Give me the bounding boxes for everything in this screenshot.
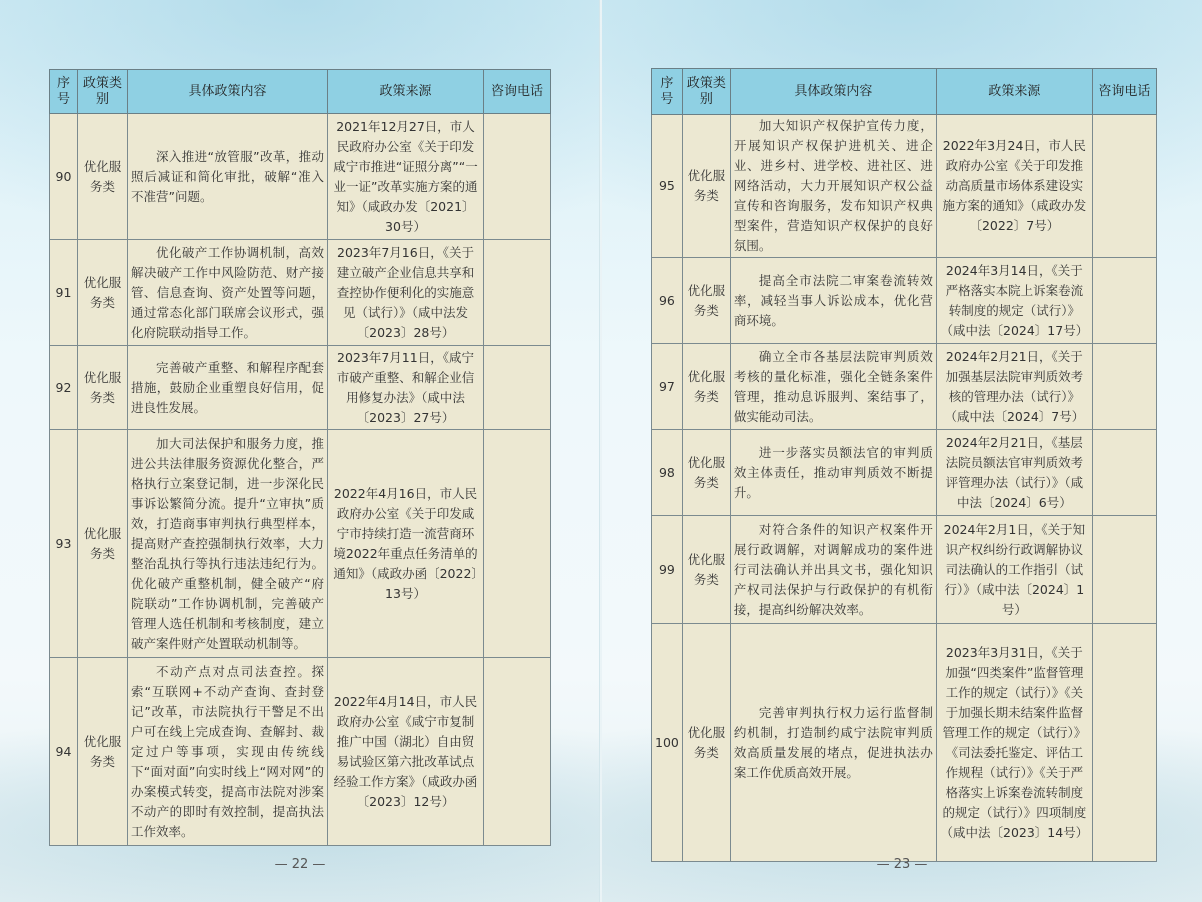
row-phone xyxy=(1092,516,1156,624)
policy-table-left xyxy=(49,69,551,846)
row-source: 2021年12月27日，市人民政府办公室《关于印发咸宁市推进“证照分离”“一业一证”改革实施方案的通知》（咸政办发〔2021〕30号） xyxy=(328,114,484,240)
table-row xyxy=(652,430,1157,516)
row-source: 2024年3月14日，《关于严格落实本院上诉案卷流转制度的规定（试行）》（咸中法〔2024〕17号） xyxy=(936,258,1092,344)
row-source: 2022年4月14日，市人民政府办公室《咸宁市复制推广中国（湖北）自由贸易试验区第六批改革试点经验工作方案》（咸政办函〔2023〕12号） xyxy=(328,658,484,846)
row-num: 100 xyxy=(652,624,683,862)
row-source: 2024年2月21日，《基层法院员额法官审判质效考评管理办法（试行）》（咸中法〔2024〕6号） xyxy=(936,430,1092,516)
row-content: 不动产点对点司法查控。探索“互联网+不动产查询、查封登记”改革，市法院执行干警足不出户可在线上完成查询、查解封、裁定过户等事项，实现由传统线下“面对面”向实时线上“网对网”的办案模式转变，提高市法院对涉案不动产的即时有效控制，提高执法工作效率。 xyxy=(128,658,328,846)
header-num: 序号 xyxy=(50,70,78,114)
row-category: 优化服务类 xyxy=(682,624,730,862)
table-row xyxy=(50,240,551,346)
row-content: 完善破产重整、和解程序配套措施，鼓励企业重塑良好信用，促进良性发展。 xyxy=(128,346,328,430)
row-source: 2024年2月21日，《关于加强基层法院审判质效考核的管理办法（试行）》（咸中法〔2024〕7号） xyxy=(936,344,1092,430)
page-number: — 22 — xyxy=(274,857,326,872)
right-page xyxy=(602,0,1202,902)
table-row xyxy=(652,624,1157,862)
row-category: 优化服务类 xyxy=(78,658,128,846)
header-num: 序号 xyxy=(652,69,683,115)
row-source: 2022年3月24日，市人民政府办公室《关于印发推动高质量市场体系建设实施方案的通知》（咸政办发〔2022〕7号） xyxy=(936,115,1092,258)
header-category: 政策类别 xyxy=(78,70,128,114)
row-category: 优化服务类 xyxy=(682,430,730,516)
row-phone xyxy=(1092,430,1156,516)
row-category: 优化服务类 xyxy=(78,346,128,430)
header-content: 具体政策内容 xyxy=(128,70,328,114)
row-content: 深入推进“放管服”改革，推动照后减证和简化审批，破解“准入不准营”问题。 xyxy=(128,114,328,240)
table-row xyxy=(50,114,551,240)
table-row xyxy=(50,658,551,846)
row-phone xyxy=(1092,258,1156,344)
row-content: 加大知识产权保护宣传力度，开展知识产权保护进机关、进企业、进乡村、进学校、进社区、进网络活动，大力开展知识产权公益宣传和咨询服务，发布知识产权典型案件，营造知识产权保护的良好氛围。 xyxy=(730,115,936,258)
row-num: 94 xyxy=(50,658,78,846)
row-num: 91 xyxy=(50,240,78,346)
table-row xyxy=(652,516,1157,624)
row-num: 99 xyxy=(652,516,683,624)
row-category: 优化服务类 xyxy=(682,344,730,430)
table-row xyxy=(652,344,1157,430)
row-phone xyxy=(1092,344,1156,430)
table-header-row xyxy=(50,70,551,114)
row-category: 优化服务类 xyxy=(78,430,128,658)
header-source: 政策来源 xyxy=(328,70,484,114)
row-num: 93 xyxy=(50,430,78,658)
row-category: 优化服务类 xyxy=(78,114,128,240)
row-num: 92 xyxy=(50,346,78,430)
row-num: 97 xyxy=(652,344,683,430)
row-num: 90 xyxy=(50,114,78,240)
header-phone: 咨询电话 xyxy=(484,70,551,114)
row-source: 2023年7月16日，《关于建立破产企业信息共享和查控协作便利化的实施意见（试行）》（咸中法发〔2023〕28号） xyxy=(328,240,484,346)
row-phone xyxy=(484,346,551,430)
row-phone xyxy=(484,114,551,240)
row-source: 2023年7月11日，《咸宁市破产重整、和解企业信用修复办法》（咸中法〔2023〕27号） xyxy=(328,346,484,430)
row-num: 95 xyxy=(652,115,683,258)
row-source: 2024年2月1日，《关于知识产权纠纷行政调解协议司法确认的工作指引（试行）》（咸中法〔2024〕1号） xyxy=(936,516,1092,624)
row-content: 确立全市各基层法院审判质效考核的量化标准，强化全链条案件管理，推动息诉服判、案结事了，做实能动司法。 xyxy=(730,344,936,430)
row-content: 加大司法保护和服务力度，推进公共法律服务资源优化整合，严格执行立案登记制，进一步深化民事诉讼繁简分流。提升“立审执”质效，打造商事审判执行典型样本，提高财产查控强制执行效率，大力整治乱执行等执行违法违纪行为。优化破产重整机制，健全破产“府院联动”工作协调机制，完善破产管理人选任机制和考核制度，建立破产案件财产处置联动机制等。 xyxy=(128,430,328,658)
row-num: 98 xyxy=(652,430,683,516)
row-category: 优化服务类 xyxy=(682,115,730,258)
table-row xyxy=(50,346,551,430)
policy-table-right xyxy=(651,68,1157,862)
table-row xyxy=(652,115,1157,258)
row-phone xyxy=(1092,624,1156,862)
row-source: 2022年4月16日，市人民政府办公室《关于印发咸宁市持续打造一流营商环境2022年重点任务清单的通知》（咸政办函〔2022〕13号） xyxy=(328,430,484,658)
page-number: — 23 — xyxy=(876,857,928,872)
row-content: 提高全市法院二审案卷流转效率，减轻当事人诉讼成本，优化营商环境。 xyxy=(730,258,936,344)
header-source: 政策来源 xyxy=(936,69,1092,115)
row-content: 对符合条件的知识产权案件开展行政调解，对调解成功的案件进行司法确认并出具文书，强化知识产权司法保护与行政保护的有机衔接，提高纠纷解决效率。 xyxy=(730,516,936,624)
row-content: 优化破产工作协调机制，高效解决破产工作中风险防范、财产接管、信息查询、资产处置等问题，通过常态化部门联席会议形式，强化府院联动指导工作。 xyxy=(128,240,328,346)
row-phone xyxy=(484,430,551,658)
row-category: 优化服务类 xyxy=(78,240,128,346)
row-source: 2023年3月31日，《关于加强“四类案件”监督管理工作的规定（试行）》《关于加强长期未结案件监督管理工作的规定（试行）》《司法委托鉴定、评估工作规程（试行）》《关于严格落实上诉案卷流转制度的规定（试行）》四项制度（咸中法〔2023〕14号） xyxy=(936,624,1092,862)
table-row xyxy=(652,258,1157,344)
header-content: 具体政策内容 xyxy=(730,69,936,115)
row-category: 优化服务类 xyxy=(682,516,730,624)
row-phone xyxy=(484,240,551,346)
row-content: 进一步落实员额法官的审判质效主体责任，推动审判质效不断提升。 xyxy=(730,430,936,516)
row-phone xyxy=(484,658,551,846)
left-page xyxy=(0,0,600,902)
row-category: 优化服务类 xyxy=(682,258,730,344)
header-category: 政策类别 xyxy=(682,69,730,115)
row-content: 完善审判执行权力运行监督制约机制，打造制约咸宁法院审判质效高质量发展的堵点，促进执法办案工作优质高效开展。 xyxy=(730,624,936,862)
row-num: 96 xyxy=(652,258,683,344)
table-row xyxy=(50,430,551,658)
header-phone: 咨询电话 xyxy=(1092,69,1156,115)
table-header-row xyxy=(652,69,1157,115)
row-phone xyxy=(1092,115,1156,258)
